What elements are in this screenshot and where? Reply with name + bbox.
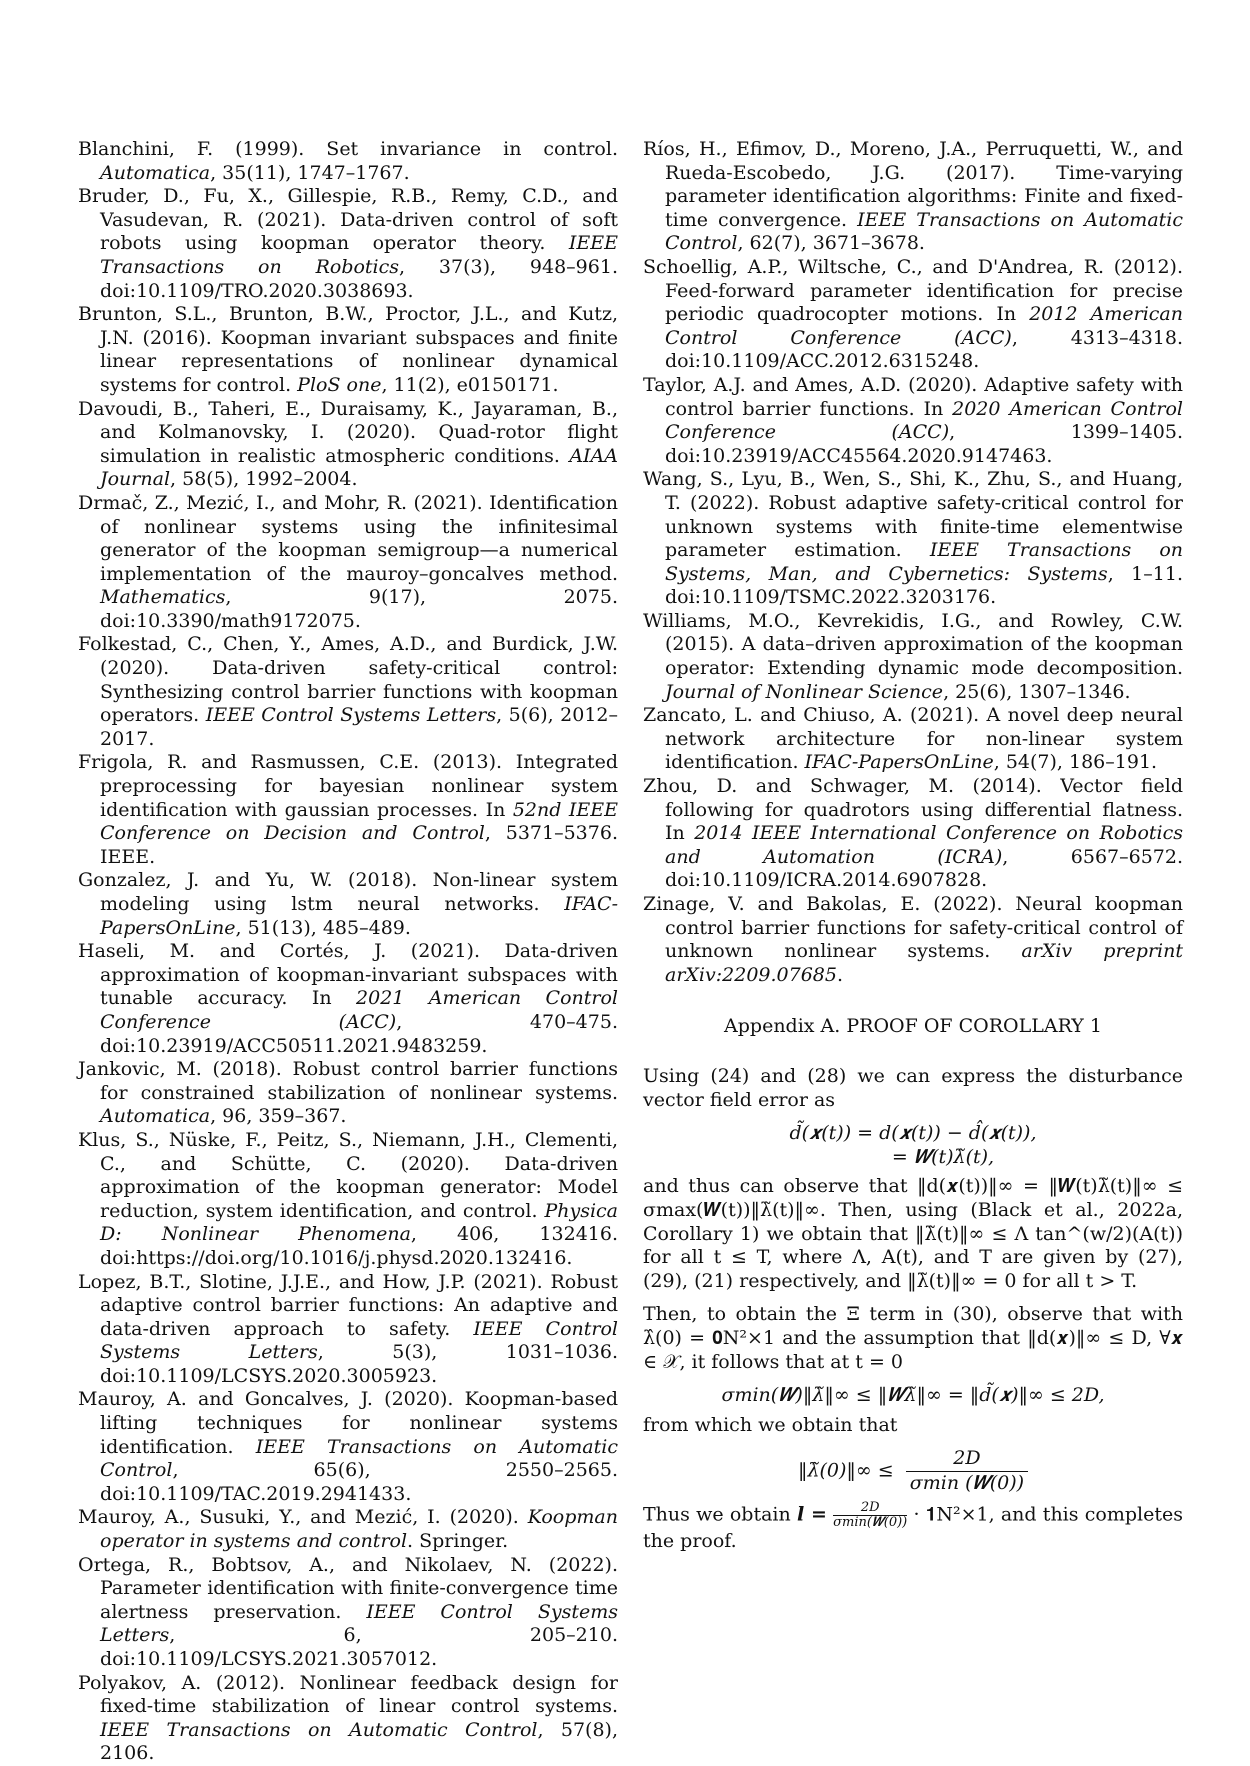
appendix-paragraph-4: from which we obtain that [643,1413,898,1436]
fraction-numerator: 2D [906,1447,1028,1472]
equation-fraction [906,1447,1028,1495]
reference-entry: Brunton, S.L., Brunton, B.W., Proctor, J.L., and Kutz, J.N. (2016). Koopman invariant subspaces and finite linear representations of nonlinear dynamical systems for control. PloS one, 11(2), e0150171. [78,303,618,396]
equation-disturbance-error [643,1122,1183,1169]
reference-entry: Ortega, R., Bobtsov, A., and Nikolaev, N. (2022). Parameter identification with finite-convergence time alertness preservation. IEEE Control Systems Letters, 6, 205–210. doi:10.1109/LCSYS.2021.3057012. [78,1553,618,1670]
reference-entry: Zhou, D. and Schwager, M. (2014). Vector field following for quadrotors using differential flatness. In 2014 IEEE International Conference on Robotics and Automation (ICRA), 6567–6572. doi:10.1109/ICRA.2014.6907828. [643,775,1184,892]
conclusion-l: 𝒍 = [796,1503,827,1526]
references-right-column [643,138,1183,1564]
reference-entry: Schoellig, A.P., Wiltsche, C., and D'Andrea, R. (2012). Feed-forward parameter identification for precise periodic quadrocopter motions. In 2012 American Control Conference (ACC), 4313–4318. doi:10.1109/ACC.2012.6315248. [643,255,1183,373]
equation-norm-bound: σmin(𝑾)‖λ̃‖∞ ≤ ‖𝑾λ̃‖∞ = ‖d̃(𝒙)‖∞ ≤ 2D, [721,1384,1105,1407]
reference-entry: Klus, S., Nüske, F., Peitz, S., Niemann, J.H., Clementi, C., and Schütte, C. (2020). Data-driven approximation of the koopman generator: Model reduction, system identification, and control. Physica D: Nonlinear Phenomena, 406, 132416. doi:https://doi.org/10.1016/j.physd.2020.132416. [78,1128,619,1269]
fraction-denominator: σmin (𝑾(0)) [909,1471,1025,1494]
references-right-list [643,138,1183,987]
reference-entry: Wang, S., Lyu, B., Wen, S., Shi, K., Zhu, S., and Huang, T. (2022). Robust adaptive safety-critical control for unknown systems with finite-time elementwise parameter estimation. IEEE Transactions on Systems, Man, and Cybernetics: Systems, 1–11. doi:10.1109/TSMC.2022.3203176. [643,468,1184,609]
reference-entry: Drmač, Z., Mezić, I., and Mohr, R. (2021). Identification of nonlinear systems using the infinitesimal generator of the koopman semigroup—a numerical implementation of the mauroy–goncalves method. Mathematics, 9(17), 2075. doi:10.3390/math9172075. [78,491,618,632]
appendix-paragraph-1: Using (24) and (28) we can express the disturbance vector field error as [643,1064,1183,1111]
equation-lambda-lhs: ‖λ̃(0)‖∞ ≤ [797,1459,894,1482]
reference-entry: Jankovic, M. (2018). Robust control barrier functions for constrained stabilization of nonlinear systems. Automatica, 96, 359–367. [78,1058,618,1128]
appendix-paragraph-2: and thus can observe that ‖d(𝒙(t))‖∞ = ‖𝑾(t)λ̃(t)‖∞ ≤ σmax(𝑾(t))‖λ̃(t)‖∞. Then, using (Black et al., 2022a, Corollary 1) we obtain that ‖λ̃(t)‖∞ ≤ Λ tan^(w/2)(A(t)) for all t ≤ T, where Λ, A(t), and T are given by (27), (29), (21) respectively, and ‖λ̃(t)‖∞ = 0 for all t > T. [643,1175,1183,1292]
conclusion-fraction-num: 2D [833,1501,907,1516]
equation-lambda-bound [643,1447,1183,1495]
appendix-paragraph-5 [643,1501,1183,1554]
reference-entry: Zancato, L. and Chiuso, A. (2021). A novel deep neural network architecture for non-linear system identification. IFAC-PapersOnLine, 54(7), 186–191. [643,704,1183,774]
references-left-column [78,138,618,1766]
reference-entry: Gonzalez, J. and Yu, W. (2018). Non-linear system modeling using lstm neural networks. IFAC-PapersOnLine, 51(13), 485–489. [78,869,618,939]
reference-entry: Polyakov, A. (2012). Nonlinear feedback design for fixed-time stabilization of linear control systems. IEEE Transactions on Automatic Control, 57(8), 2106. [78,1671,618,1765]
reference-entry: Ríos, H., Efimov, D., Moreno, J.A., Perruquetti, W., and Rueda-Escobedo, J.G. (2017). Time-varying parameter identification algorithms: Finite and fixed-time convergence. IEEE Transactions on Automatic Control, 62(7), 3671–3678. [643,138,1183,255]
conclusion-post: · 𝟏N²×1, and this completes the proof. [643,1503,1183,1553]
conclusion-fraction-den: σmin(𝑾(0)) [833,1515,908,1531]
reference-entry: Taylor, A.J. and Ames, A.D. (2020). Adaptive safety with control barrier functions. In 2020 American Control Conference (ACC), 1399–1405. doi:10.23919/ACC45564.2020.9147463. [643,373,1183,467]
equation-line-1: d̃(𝒙(t)) = d(𝒙(t)) − d̂(𝒙(t)), [789,1122,1037,1145]
conclusion-fraction [833,1501,907,1530]
reference-entry: Williams, M.O., Kevrekidis, I.G., and Rowley, C.W. (2015). A data–driven approximation of the koopman operator: Extending dynamic mode decomposition. Journal of Nonlinear Science, 25(6), 1307–1346. [643,609,1183,703]
reference-entry: Mauroy, A., Susuki, Y., and Mezić, I. (2020). Koopman operator in systems and control. Springer. [78,1506,618,1553]
reference-entry: Mauroy, A. and Goncalves, J. (2020). Koopman-based lifting techniques for nonlinear systems identification. IEEE Transactions on Automatic Control, 65(6), 2550–2565. doi:10.1109/TAC.2019.2941433. [78,1388,618,1505]
conclusion-pre: Thus we obtain [643,1503,791,1526]
reference-entry: Zinage, V. and Bakolas, E. (2022). Neural koopman control barrier functions for safety-critical control of unknown nonlinear systems. arXiv preprint arXiv:2209.07685. [643,893,1183,986]
reference-entry: Blanchini, F. (1999). Set invariance in control. Automatica, 35(11), 1747–1767. [78,138,618,184]
reference-entry: Frigola, R. and Rasmussen, C.E. (2013). Integrated preprocessing for bayesian nonlinear system identification with gaussian processes. In 52nd IEEE Conference on Decision and Control, 5371–5376. IEEE. [78,751,619,868]
reference-entry: Davoudi, B., Taheri, E., Duraisamy, K., Jayaraman, B., and Kolmanovsky, I. (2020). Quad-rotor flight simulation in realistic atmospheric conditions. AIAA Journal, 58(5), 1992–2004. [78,397,618,491]
appendix-paragraph-3: Then, to obtain the Ξ term in (30), observe that with λ̂(0) = 𝟎N²×1 and the assumption that ‖d(𝒙)‖∞ ≤ D, ∀𝒙 ∈ 𝒳, it follows that at t = 0 [643,1303,1183,1373]
equation-line-2: = 𝑾(t)λ̃(t), [891,1145,995,1168]
reference-entry: Bruder, D., Fu, X., Gillespie, R.B., Remy, C.D., and Vasudevan, R. (2021). Data-driven control of soft robots using koopman operator theory. IEEE Transactions on Robotics, 37(3), 948–961. doi:10.1109/TRO.2020.3038693. [78,185,618,302]
reference-entry: Folkestad, C., Chen, Y., Ames, A.D., and Burdick, J.W. (2020). Data-driven safety-critical control: Synthesizing control barrier functions with koopman operators. IEEE Control Systems Letters, 5(6), 2012–2017. [78,633,619,750]
appendix-title: Appendix A. PROOF OF COROLLARY 1 [724,1015,1102,1038]
reference-entry: Haseli, M. and Cortés, J. (2021). Data-driven approximation of koopman-invariant subspaces with tunable accuracy. In 2021 American Control Conference (ACC), 470–475. doi:10.23919/ACC50511.2021.9483259. [78,940,618,1057]
reference-entry: Lopez, B.T., Slotine, J.J.E., and How, J.P. (2021). Robust adaptive control barrier functions: An adaptive and data-driven approach to safety. IEEE Control Systems Letters, 5(3), 1031–1036. doi:10.1109/LCSYS.2020.3005923. [78,1270,619,1387]
